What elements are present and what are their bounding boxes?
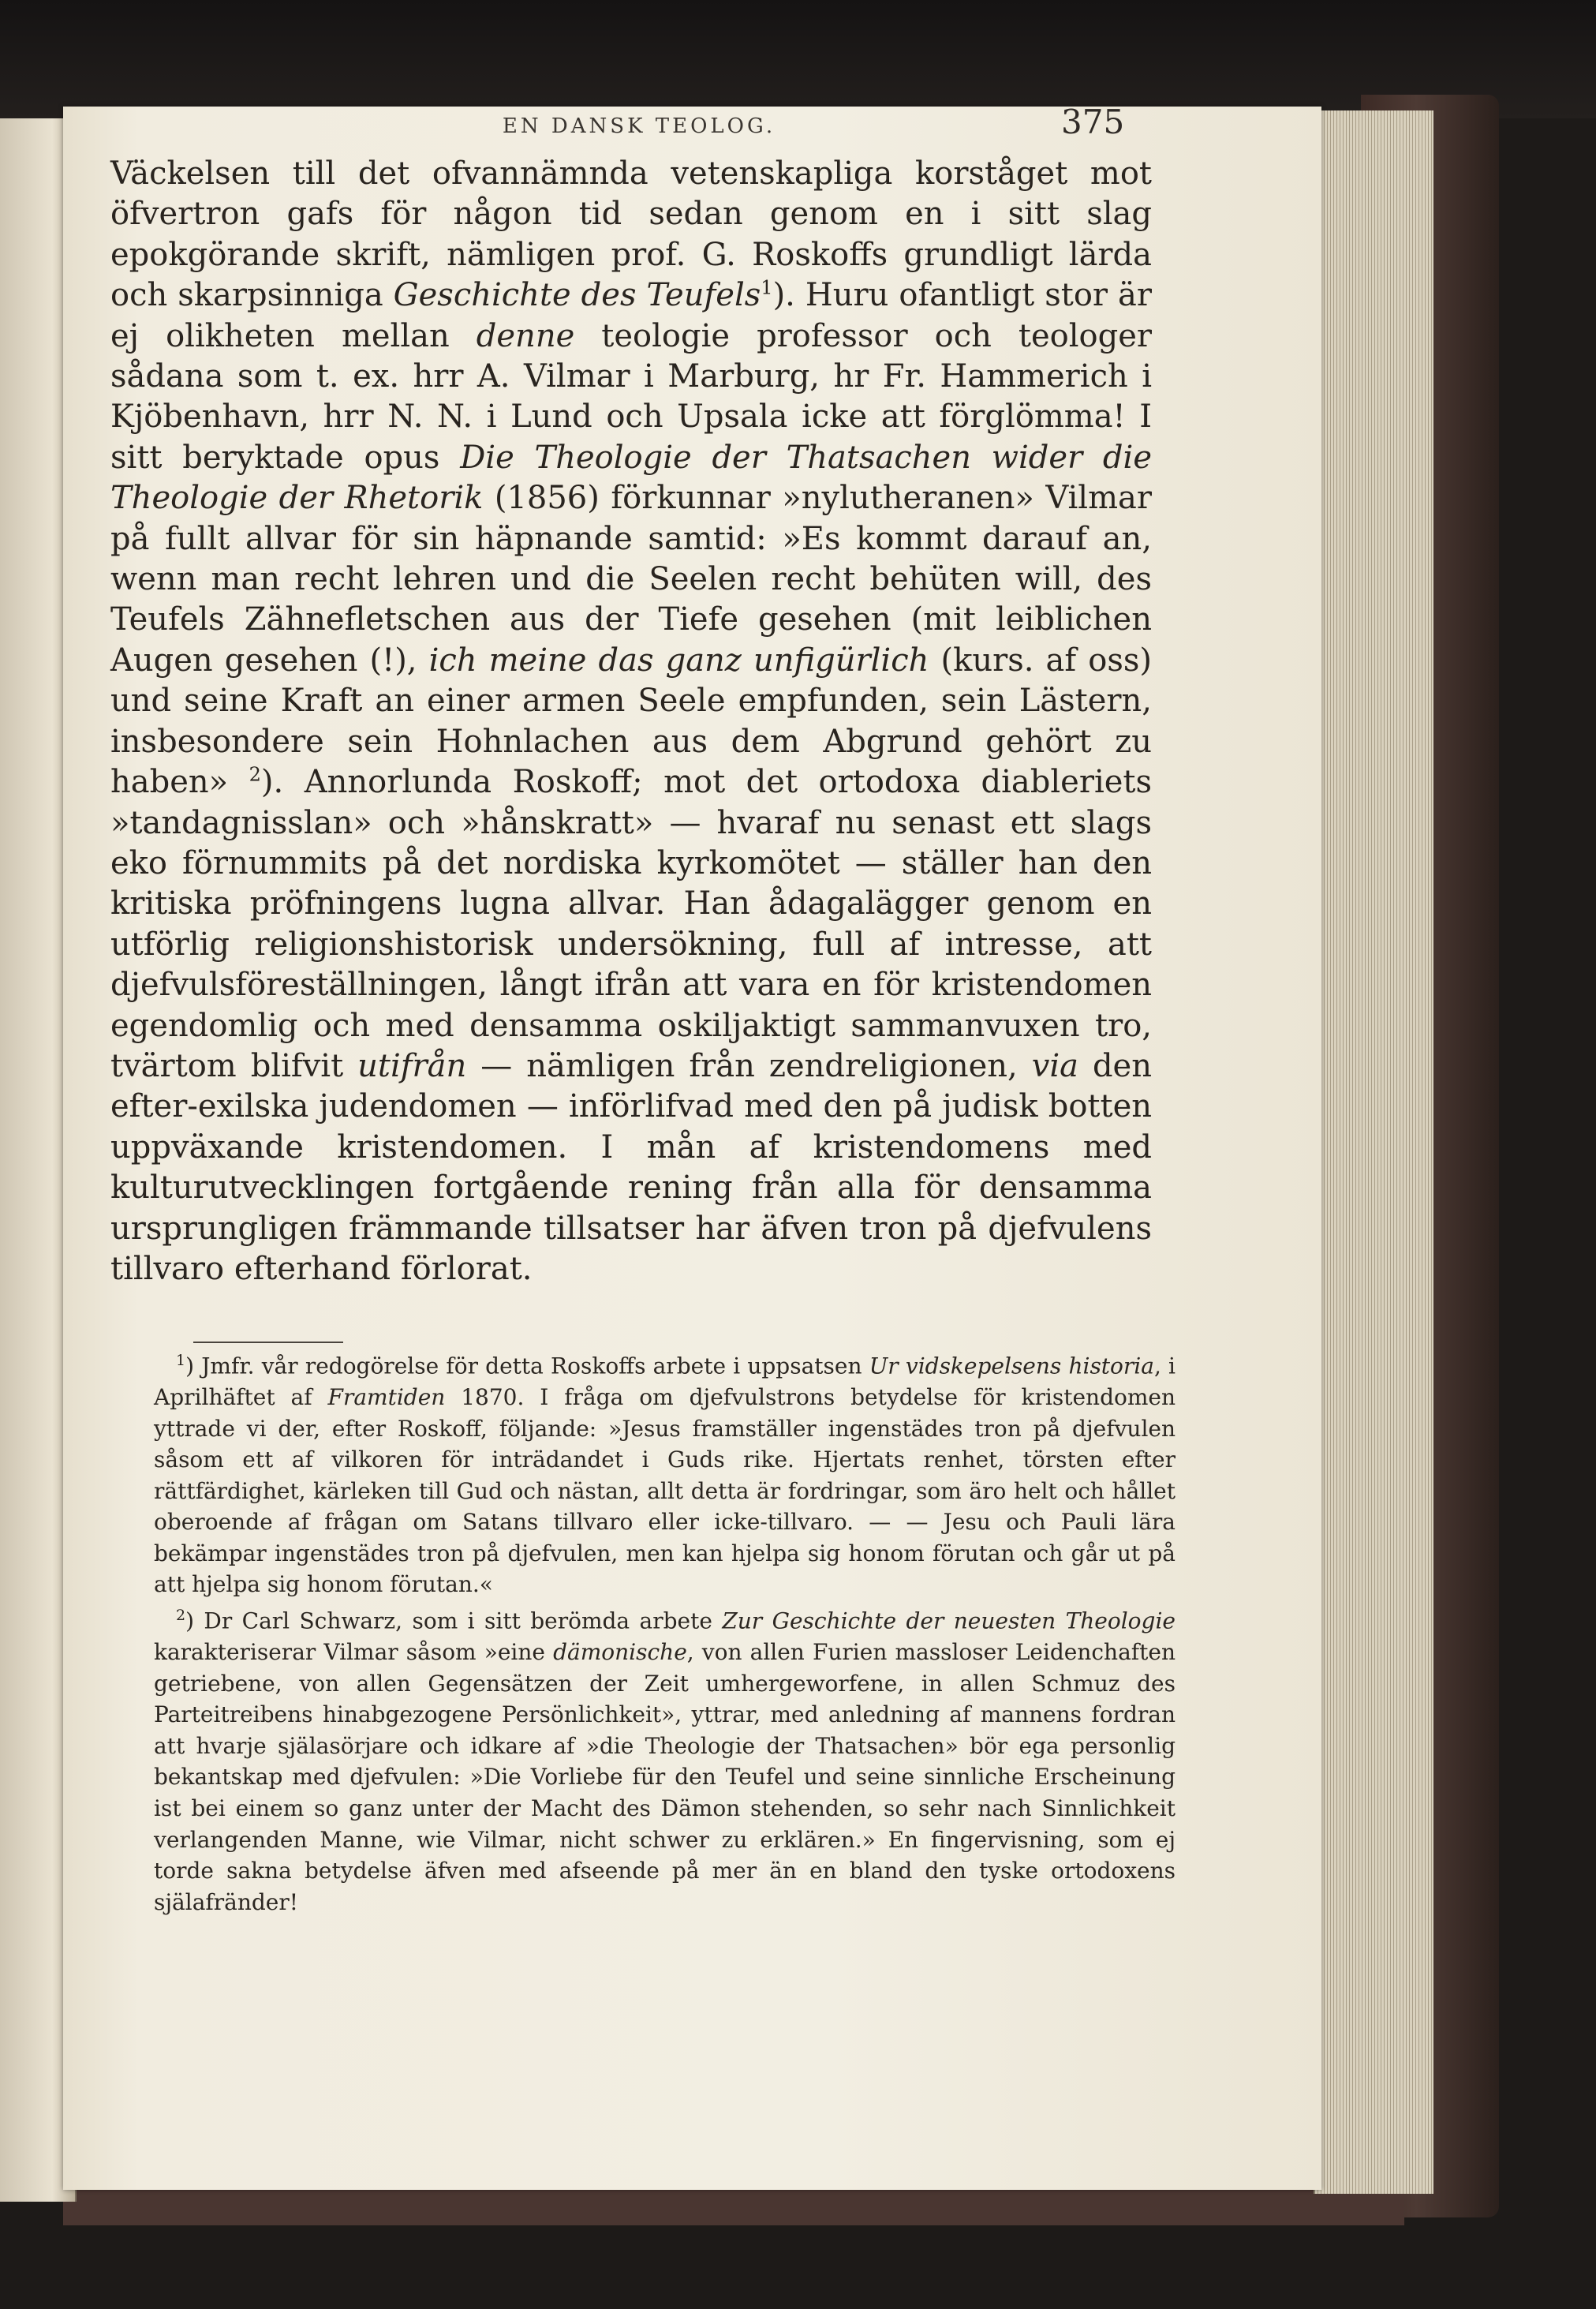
- text-run: karakteriserar Vilmar såsom »eine: [154, 1639, 554, 1665]
- page-number: 375: [1061, 103, 1125, 141]
- footnotes: [154, 1345, 1176, 1918]
- text-run: , von allen Furien massloser Leidenchaften getriebene, von allen Gegensätzen der Zeit umhergeworfene, in allen Schmuz des Parteitreibens hinabgezogene Persönlichkeit», yttrar, med anledning af mannens fordran att hvarje själasörjare och idkare af »die Theologie der Thatsachen» bör ega personlig bekantskap med djefvulen: »Die Vorliebe für den Teufel und seine sinnliche Erscheinung ist bei einem so ganz unter der Macht des Dämon stehenden, so sehr nach Sinnlichkeit verlangenden Manne, wie Vilmar, nicht schwer zu erklären.» En fingervisning, som ej torde sakna betydelse äfven med afseende på mer än en bland den tyske ortodoxens själafränder!: [154, 1639, 1176, 1915]
- text-run: ) Dr Carl Schwarz, som i sitt berömda arbete: [185, 1607, 723, 1634]
- footnote-ref: 1: [761, 276, 773, 299]
- footnote-marker: 1: [176, 1352, 186, 1369]
- running-head: EN DANSK TEOLOG.: [502, 114, 776, 138]
- italic-title: Ur vidskepelsens historia: [869, 1353, 1154, 1379]
- text-run: ). Huru ofantligt stor är ej olikheten mellan: [110, 277, 1153, 354]
- text-run: ) Jmfr. vår redogörelse för detta Roskoffs arbete i uppsatsen: [185, 1353, 869, 1379]
- text-run: 1870. I fråga om djefvulstrons betydelse för kristendomen yttrade vi der, efter Roskoff, följande: »Jesus framställer ingenstädes tron på djefvulen såsom ett af vilkoren för inträdandet i Guds rike. Hjertats renhet, törsten efter rättfärdighet, kärleken till Gud och nästan, allt detta är fordringar, som äro helt och hållet oberoende af frågan om Satans tillvaro eller icke-tillvaro. — — Jesu och Pauli lära bekämpar ingenstädes tron på djefvulen, men kan hjelpa sig honom förutan och går ut på att hjelpa sig honom förutan.«: [154, 1383, 1176, 1598]
- footnote-rule: [193, 1342, 343, 1343]
- page-stack-edge: [1314, 110, 1433, 2194]
- main-text: [110, 154, 1152, 1289]
- italic-word: dämonische: [553, 1639, 687, 1665]
- footnote-2: [154, 1600, 1176, 1918]
- text-run: Väckelsen till det ofvannämnda vetenskapliga korståget mot öfvertron gafs för någon tid sedan genom en i sitt slag epokgörande skrift, nämligen prof. G. Roskoffs grundligt lärda och skarpsinniga: [110, 155, 1152, 314]
- dark-background: [0, 0, 1596, 118]
- italic-title: Framtiden: [327, 1383, 446, 1410]
- footnote-ref: 2: [249, 763, 261, 786]
- italic-title: Geschichte des Teufels: [393, 277, 761, 314]
- text-run: teologie professor och teologer sådana som t. ex. hrr A. Vilmar i Marburg, hr Fr. Hammerich i Kjöbenhavn, hrr N. N. i Lund och Upsala icke att förglömma! I sitt beryktade opus: [110, 317, 1152, 476]
- footnote-marker: 2: [176, 1607, 186, 1625]
- text-run: ). Annorlunda Roskoff; mot det ortodoxa diableriets »tandagnisslan» och »hånskratt» — hvaraf nu senast ett slags eko förnummits på det nordiska kyrkomötet — ställer han den kritiska pröfningens lugna allvar. Han ådagalägger genom en utförlig religionshistorisk undersökning, full af intresse, att djefvulsföreställningen, långt ifrån att vara en för kristendomen egendomlig och med densamma oskiljaktigt sammanvuxen tro, tvärtom blifvit: [110, 764, 1153, 1084]
- italic-title: Die Theologie der Thatsachen wider die Theologie der Rhetorik: [110, 439, 1153, 517]
- italic-word: via: [1031, 1047, 1078, 1084]
- italic-word: denne: [476, 317, 575, 354]
- italic-phrase: ich meine das ganz unfigürlich: [428, 642, 929, 679]
- text-run: den efter-exilska judendomen — införlifvad med den på judisk botten uppväxande kristendomen. I mån af kristendomens med kulturutvecklingen fortgående rening från alla för densamma ursprungligen främmande tillsatser har äfven tron på djefvulens tillvaro efterhand förlorat.: [110, 1047, 1152, 1287]
- italic-title: Zur Geschichte der neuesten Theologie: [722, 1607, 1176, 1634]
- text-run: (kurs. af oss) und seine Kraft an einer armen Seele empfunden, sein Lästern, insbesondere sein Hohnlachen aus dem Abgrund gehört zu haben»: [110, 642, 1152, 801]
- text-run: , i Aprilhäftet af: [154, 1353, 1176, 1410]
- text-run: (1856) förkunnar »nylutheranen» Vilmar på fullt allvar för sin häpnande samtid: »Es kommt darauf an, wenn man recht lehren und die Seelen recht behüten will, des Teufels Zähnefletschen aus der Tiefe gesehen (mit leiblichen Augen gesehen (!),: [110, 480, 1152, 679]
- text-run: — nämligen från zendreligionen,: [466, 1047, 1032, 1084]
- italic-word: utifrån: [357, 1047, 467, 1084]
- footnote-1: [154, 1345, 1176, 1600]
